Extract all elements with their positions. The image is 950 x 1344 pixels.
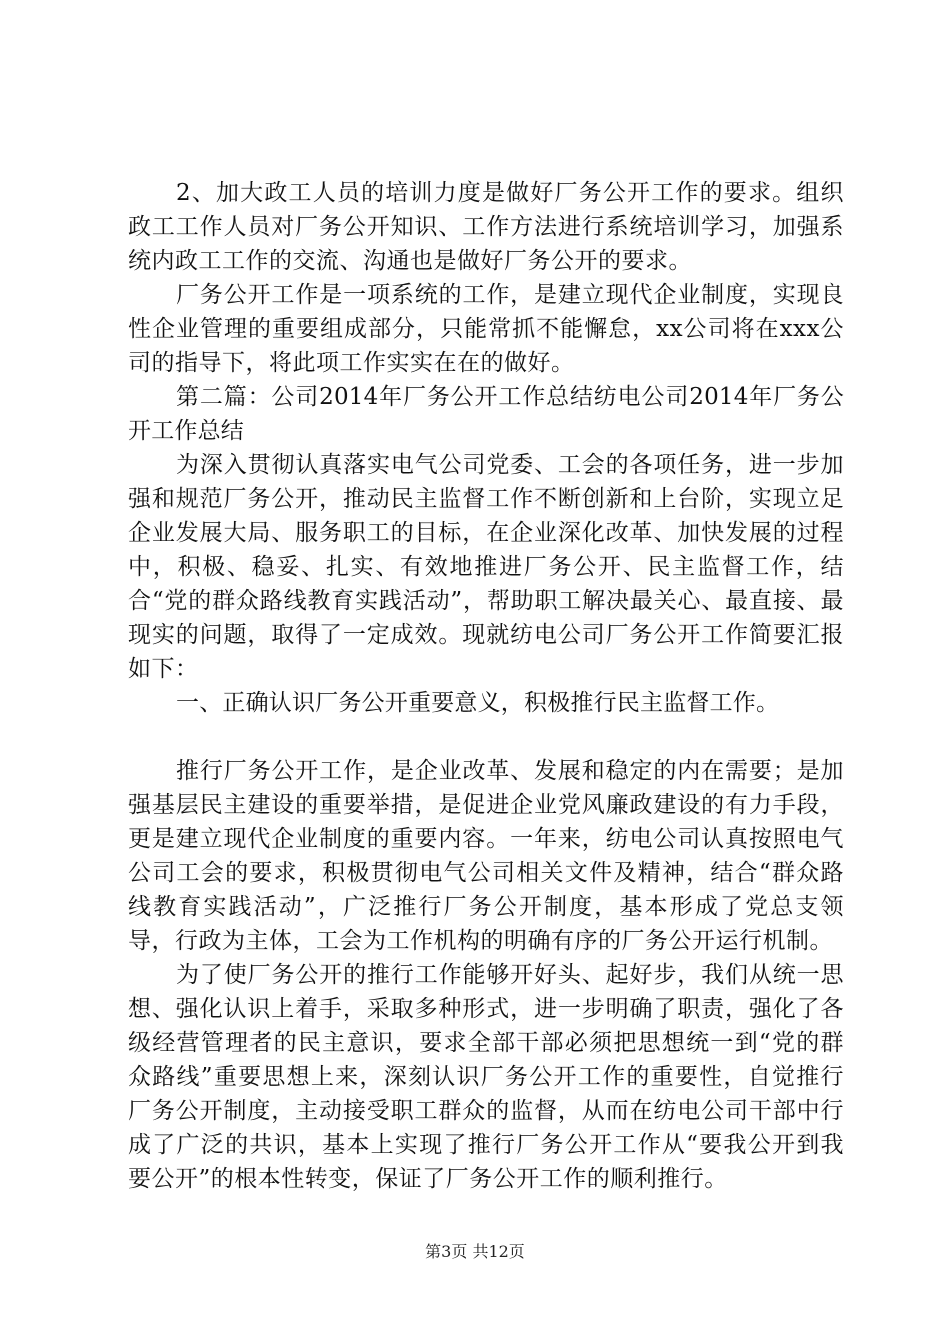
blank-line: [128, 720, 844, 754]
section-heading-one: 一、正确认识厂务公开重要意义，积极推行民主监督工作。: [176, 690, 780, 716]
paragraph-training: 2、加大政工人员的培训力度是做好厂务公开工作的要求。组织政工工作人员对厂务公开知识、工作方法进行系统培训学习，加强系统内政工工作的交流、沟通也是做好厂务公开的要求。: [128, 180, 844, 274]
section-title-part-two: 第二篇：公司2014年厂务公开工作总结纺电公司2014年厂务公开工作总结: [128, 384, 844, 444]
paragraph-unified-thinking: 为了使厂务公开的推行工作能够开好头、起好步，我们从统一思想、强化认识上着手，采取多种形式，进一步明确了职责，强化了各级经营管理者的民主意识，要求全部干部必须把思想统一到“党的群众路线”重要思想上来，深刻认识厂务公开工作的重要性，自觉推行厂务公开制度，主动接受职工群众的监督，从而在纺电公司干部中行成了广泛的共识，基本上实现了推行厂务公开工作从“要我公开到我要公开”的根本性转变，保证了厂务公开工作的顺利推行。: [128, 962, 844, 1192]
paragraph-promotion: 推行厂务公开工作，是企业改革、发展和稳定的内在需要；是加强基层民主建设的重要举措，是促进企业党风廉政建设的有力手段，更是建立现代企业制度的重要内容。一年来，纺电公司认真按照电气公司工会的要求，积极贯彻电气公司相关文件及精神，结合“群众路线教育实践活动”，广泛推行厂务公开制度，基本形成了党总支领导，行政为主体，工会为工作机构的明确有序的厂务公开运行机制。: [128, 758, 844, 954]
page-number-footer: 第3页 共12页: [425, 1242, 525, 1261]
paragraph-introduction: 为深入贯彻认真落实电气公司党委、工会的各项任务，进一步加强和规范厂务公开，推动民主监督工作不断创新和上台阶，实现立足企业发展大局、服务职工的目标，在企业深化改革、加快发展的过程中，积极、稳妥、扎实、有效地推进厂务公开、民主监督工作，结合“党的群众路线教育实践活动”，帮助职工解决最关心、最直接、最现实的问题，取得了一定成效。现就纺电公司厂务公开工作简要汇报如下：: [128, 452, 844, 682]
paragraph-system-work: 厂务公开工作是一项系统的工作，是建立现代企业制度，实现良性企业管理的重要组成部分，只能常抓不能懈怠，xx公司将在xxx公司的指导下，将此项工作实实在在的做好。: [128, 282, 844, 376]
document-body: [128, 176, 844, 1196]
